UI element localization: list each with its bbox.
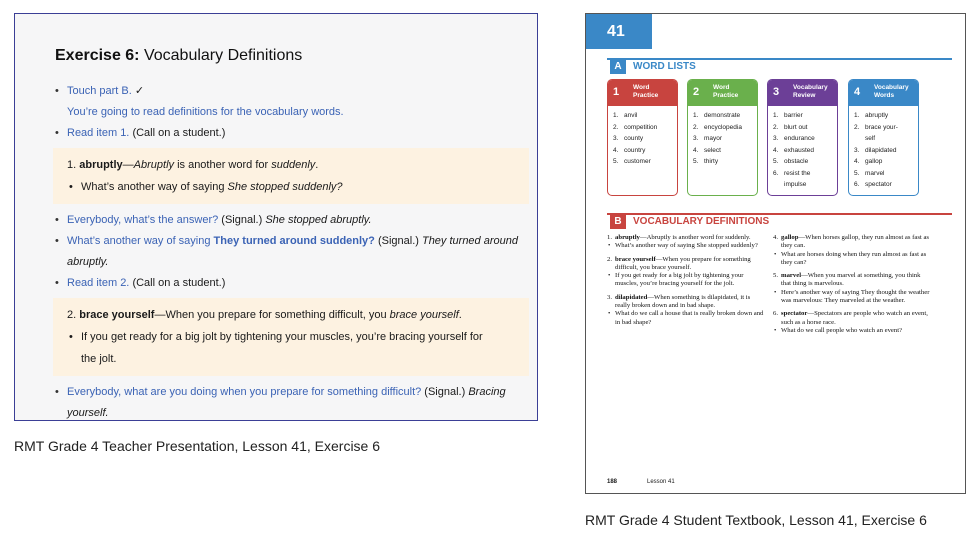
word: obstacle — [784, 158, 809, 165]
exercise-number: Exercise 6: — [55, 47, 140, 64]
student-text-box — [53, 148, 529, 204]
definition-text: —When you marvel at something, you think that thing is marvelous. — [781, 272, 921, 288]
item-number — [854, 133, 865, 145]
list-item — [53, 81, 529, 102]
page-number: 188 — [607, 479, 618, 485]
word-list-column — [607, 79, 678, 196]
word: gallop — [865, 158, 883, 165]
word-list-name-line: Word — [633, 84, 650, 91]
italic-text: suddenly — [271, 159, 316, 171]
word-list-column — [848, 79, 919, 196]
list-item — [773, 122, 834, 134]
stage-direction: (Signal.) — [374, 235, 422, 247]
word-list-name — [713, 84, 738, 100]
italic-text: brace yourself — [389, 309, 459, 321]
vocab-word: abruptly — [615, 234, 640, 241]
caption-left: RMT Grade 4 Teacher Presentation, Lesson 41, Exercise 6 — [14, 438, 381, 454]
expected-answer: They turned around — [421, 235, 518, 247]
definition-item — [773, 310, 931, 327]
list-item — [773, 156, 834, 168]
definition-bullet: • What do we call a house that is really broken down and in bad shape? — [607, 310, 765, 327]
definition-text: —When you prepare for something difficult, you brace yourself. — [615, 255, 751, 271]
item-number: 2. — [613, 123, 619, 131]
expected-answer: abruptly. — [67, 256, 109, 268]
word: endurance — [784, 135, 815, 142]
word: competition — [624, 123, 658, 131]
teacher-line: Everybody, what are you doing when you prepare for something difficult? — [67, 386, 422, 398]
list-item — [773, 145, 834, 157]
word: brace your- — [865, 123, 898, 131]
word-list-header — [849, 80, 918, 106]
word: exhausted — [784, 146, 814, 154]
list-item — [613, 133, 674, 145]
word-list-name-line: Words — [874, 92, 895, 99]
vocab-word: marvel — [781, 272, 802, 280]
word-list-name-line: Practice — [633, 92, 659, 99]
word-list-number: 1 — [613, 86, 620, 98]
italic-text: Abruptly — [133, 159, 175, 171]
definitions-right-column — [773, 234, 931, 340]
expected-answer: yourself. — [67, 407, 109, 419]
vocab-word: dilapidated — [615, 293, 648, 301]
teacher-line-bold: They turned around suddenly? — [213, 235, 375, 247]
list-item — [693, 122, 754, 134]
list-item — [693, 145, 754, 157]
expected-answer: Bracing — [468, 386, 506, 398]
item-number: 3. — [613, 135, 619, 142]
teacher-presentation-panel — [14, 13, 538, 421]
definition-bullet: • If you get ready for a big jolt by tightening your muscles, you’re bracing yourself for the jolt. — [607, 272, 765, 289]
word: barrier — [784, 112, 803, 119]
word-list-header — [608, 80, 677, 106]
item-number: 3. — [693, 135, 699, 142]
list-item — [854, 145, 915, 157]
list-item — [53, 231, 529, 252]
word: spectator — [865, 181, 892, 188]
text: is another word for — [174, 159, 272, 171]
stage-direction: (Signal.) — [421, 386, 469, 398]
definition-line — [67, 304, 515, 326]
vocab-word: abruptly — [79, 159, 123, 171]
section-b-title: VOCABULARY DEFINITIONS — [633, 216, 770, 227]
teacher-line: Read item 1. — [67, 127, 130, 139]
item-number: 5. — [773, 158, 779, 165]
definition-line — [67, 154, 515, 176]
item-number: 1. — [607, 234, 613, 241]
word: select — [704, 146, 721, 154]
stage-direction: (Call on a student.) — [132, 127, 226, 139]
word-list-header — [768, 80, 837, 106]
text: —When you prepare for something difficult, you — [154, 309, 390, 321]
section-a-rule — [607, 58, 952, 60]
item-number: 5. — [773, 272, 779, 280]
word-list-number: 4 — [854, 86, 861, 98]
stage-direction: (Call on a student.) — [132, 277, 226, 289]
list-item — [854, 133, 915, 145]
vocab-word: brace yourself — [615, 255, 656, 263]
word-list-items — [849, 106, 918, 195]
definition-bullet: • What’s another way of saying She stopped suddenly? — [607, 242, 765, 250]
vocab-word: gallop — [781, 234, 799, 241]
list-item — [773, 110, 834, 122]
word: mayor — [704, 135, 723, 142]
list-item — [613, 156, 674, 168]
item-number: 6. — [854, 181, 860, 188]
item-number: 1. — [854, 112, 860, 119]
word-list-name-line: Vocabulary — [793, 84, 828, 91]
item-number: 5. — [854, 169, 860, 177]
list-item — [854, 122, 915, 134]
list-item — [854, 156, 915, 168]
word: demonstrate — [704, 112, 741, 119]
word: county — [624, 135, 644, 142]
section-b-badge: B — [610, 214, 626, 229]
word-list-number: 2 — [693, 86, 700, 98]
dash: — — [122, 159, 134, 171]
list-item — [854, 110, 915, 122]
word: self — [865, 135, 876, 142]
item-number: 2. — [607, 255, 613, 263]
item-number: 3. — [854, 146, 860, 154]
definition-bullet: • What do we call people who watch an event? — [773, 327, 931, 335]
spacer — [607, 327, 765, 332]
word: encyclopedia — [704, 123, 742, 131]
vocab-word: brace yourself — [79, 309, 155, 321]
list-item — [693, 110, 754, 122]
list-item — [53, 273, 529, 294]
spacer — [773, 335, 931, 340]
item-number: 4. — [613, 146, 619, 154]
expected-answer: She stopped abruptly. — [265, 214, 372, 226]
item-number: 3. — [607, 293, 613, 301]
item-number: 2. — [67, 309, 77, 321]
definition-bullet: • Here’s another way of saying They thought the weather was marvelous: They marveled at the weather. — [773, 289, 931, 306]
exercise-title — [55, 47, 302, 65]
word: marvel — [865, 169, 885, 177]
question-bullet — [67, 176, 515, 198]
definition-item — [607, 256, 765, 273]
word: abruptly — [865, 112, 889, 119]
word: thirty — [704, 158, 719, 165]
definition-text: —Spectators are people who watch an event, such as a horse race. — [781, 310, 928, 326]
word-list-name-line: Review — [793, 92, 816, 99]
list-item — [53, 382, 529, 403]
word-list-name — [793, 84, 828, 100]
item-number: 4. — [693, 146, 699, 154]
word-list-items — [688, 106, 757, 172]
word-list-name — [874, 84, 909, 100]
vocab-word: spectator — [781, 310, 808, 318]
section-a-badge: A — [610, 59, 626, 74]
text: What’s another way of saying — [81, 181, 228, 193]
word: anvil — [624, 112, 638, 119]
word-list-name-line: Word — [713, 84, 730, 91]
list-item — [613, 110, 674, 122]
teacher-line: What’s another way of saying — [67, 235, 214, 247]
word: impulse — [784, 181, 807, 188]
check-icon: ✓ — [134, 85, 145, 97]
definition-item — [607, 234, 765, 242]
list-item — [693, 133, 754, 145]
question-bullet-cont: the jolt. — [81, 353, 117, 365]
page-lesson-label: Lesson 41 — [647, 479, 675, 485]
word: customer — [624, 158, 651, 165]
item-number: 6. — [773, 169, 779, 177]
item-number: 4. — [854, 158, 860, 165]
teacher-line: You’re going to read definitions for the vocabulary words. — [67, 106, 344, 118]
item-number: 1. — [773, 112, 779, 119]
list-item — [53, 210, 529, 231]
section-b-rule — [607, 213, 952, 215]
teacher-line: Read item 2. — [67, 277, 130, 289]
item-number: 2. — [854, 123, 860, 131]
teacher-line: Touch part B. — [67, 85, 132, 97]
word-list-name-line: Vocabulary — [874, 84, 909, 91]
item-number: 5. — [693, 158, 699, 165]
definition-text: —When something is dilapidated, it is really broken down and in bad shape. — [615, 293, 751, 310]
list-item — [773, 133, 834, 145]
word-list-items — [768, 106, 837, 195]
item-number: 2. — [693, 123, 699, 131]
word-list-column — [767, 79, 838, 196]
list-item — [693, 156, 754, 168]
definition-item — [773, 234, 931, 251]
italic-text: She stopped suddenly? — [227, 181, 343, 193]
text: . — [315, 159, 319, 171]
list-item — [854, 179, 915, 191]
exercise-name: Vocabulary Definitions — [139, 47, 303, 64]
teacher-line: Everybody, what’s the answer? — [67, 214, 219, 226]
teacher-script — [53, 81, 529, 421]
text: . — [458, 309, 462, 321]
item-number: 2. — [773, 123, 779, 131]
list-item — [773, 179, 834, 191]
item-number: 5. — [613, 158, 619, 165]
item-number: 3. — [773, 135, 779, 142]
item-number: 1. — [613, 112, 619, 119]
item-number: 4. — [773, 234, 779, 241]
word-list-items — [608, 106, 677, 172]
item-number — [773, 179, 784, 191]
list-item — [773, 168, 834, 180]
student-textbook-page — [585, 13, 966, 494]
item-number: 4. — [773, 146, 779, 154]
word-list-header — [688, 80, 757, 106]
question-bullet: • If you get ready for a big jolt by tightening your muscles, you’re bracing yourself for — [67, 326, 515, 348]
list-item — [53, 123, 529, 144]
definition-text: —When horses gallop, they run almost as fast as they can. — [781, 234, 930, 250]
definition-item — [773, 272, 931, 289]
list-item — [613, 145, 674, 157]
stage-direction: (Signal.) — [218, 214, 266, 226]
student-text-box — [53, 298, 529, 376]
lesson-number-tab: 41 — [586, 14, 652, 49]
word: resist the — [784, 169, 811, 177]
list-item — [854, 168, 915, 180]
caption-right: RMT Grade 4 Student Textbook, Lesson 41, Exercise 6 — [585, 512, 927, 528]
item-number: 6. — [773, 310, 779, 318]
definition-bullet: • What are horses doing when they run almost as fast as they can? — [773, 251, 931, 268]
word: blurt out — [784, 123, 808, 131]
word: country — [624, 146, 646, 154]
word: dilapidated — [865, 146, 897, 154]
section-a-title: WORD LISTS — [633, 61, 696, 72]
word-list-name-line: Practice — [713, 92, 739, 99]
word-list-number: 3 — [773, 86, 780, 98]
item-number: 1. — [67, 159, 77, 171]
definition-text: —Abruptly is another word for suddenly. — [639, 234, 751, 241]
item-number: 1. — [693, 112, 699, 119]
list-item — [613, 122, 674, 134]
word-list-column — [687, 79, 758, 196]
word-list-name — [633, 84, 658, 100]
definitions-left-column — [607, 234, 765, 332]
definition-item — [607, 294, 765, 311]
